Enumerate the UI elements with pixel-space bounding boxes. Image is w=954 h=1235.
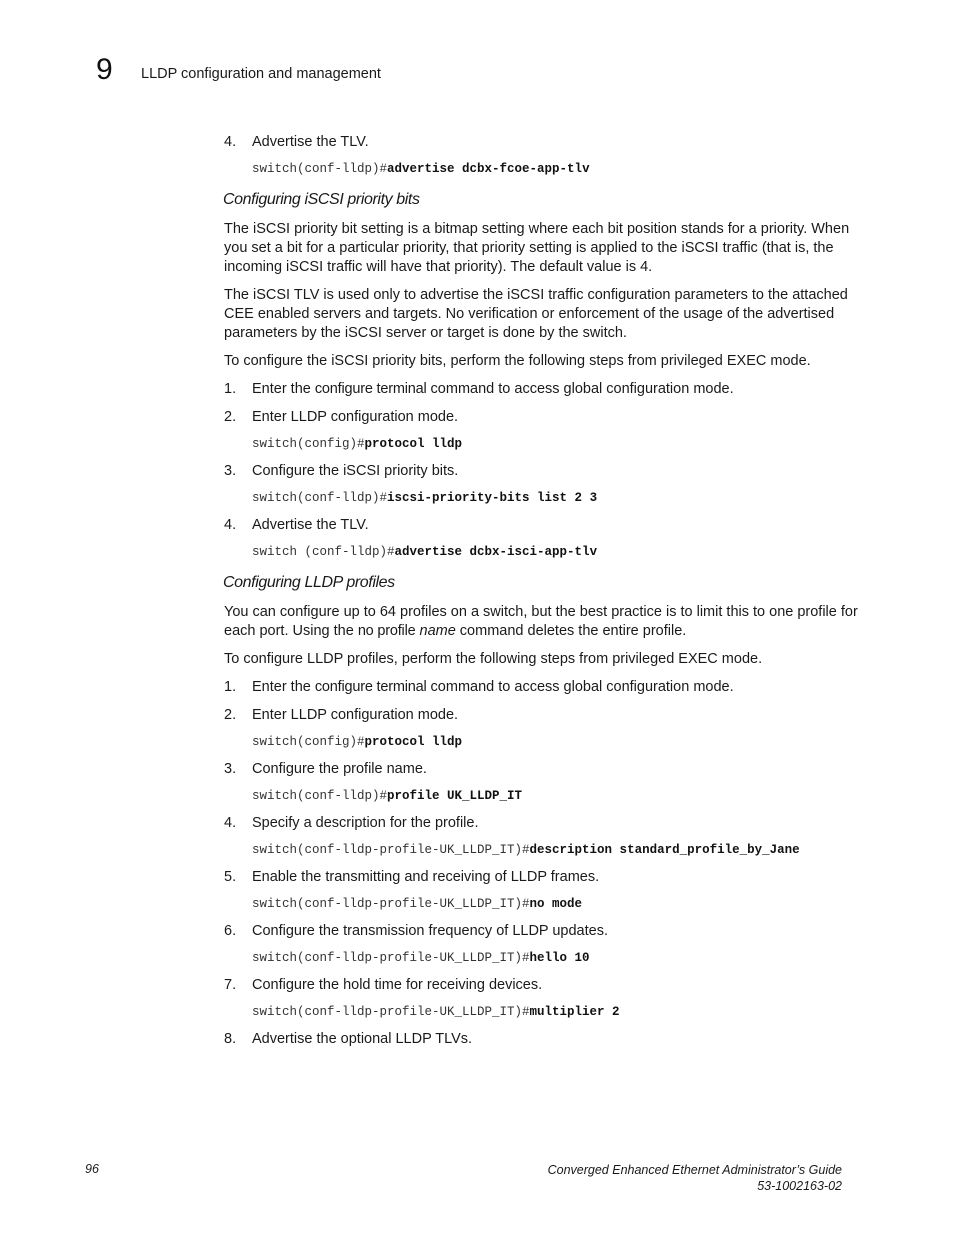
page-number: 96 (85, 1162, 99, 1176)
step-item (224, 408, 864, 427)
code-prompt: switch(conf-lldp-profile-UK_LLDP_IT)# (252, 951, 530, 965)
step-text: Advertise the optional LLDP TLVs. (252, 1031, 473, 1047)
code-example (252, 842, 864, 858)
code-command: description standard_profile_by_Jane (529, 843, 800, 857)
step-text: Enable the transmitting and receiving of LLDP frames. (252, 869, 600, 885)
code-prompt: switch(conf-lldp-profile-UK_LLDP_IT)# (252, 843, 530, 857)
step-text: Advertise the TLV. (252, 517, 369, 533)
step-item (224, 1030, 864, 1049)
code-prompt: switch(conf-lldp-profile-UK_LLDP_IT)# (252, 1005, 530, 1019)
paragraph-text: You can configure up to 64 profiles on a switch, but the best practice is to limit this to one profile for each port. Using the (224, 604, 858, 639)
section-heading-iscsi: Configuring iSCSI priority bits (223, 191, 420, 208)
step-item (224, 678, 864, 697)
step-number: 3. (224, 463, 237, 479)
step-number: 3. (224, 761, 237, 777)
code-command: multiplier 2 (529, 1005, 620, 1019)
code-example (252, 950, 864, 966)
step-text-pre: Enter the (252, 679, 315, 695)
command-name: no profile (357, 623, 416, 639)
code-prompt: switch(conf-lldp)# (252, 162, 388, 176)
chapter-title: LLDP configuration and management (141, 66, 381, 82)
paragraph: The iSCSI TLV is used only to advertise the iSCSI traffic configuration parameters to the attached CEE enabled servers and targets. No verification or enforcement of the usage of the advertised parameters by the iSCSI server or target is done by the switch. (224, 287, 848, 341)
code-prompt: switch(config)# (252, 437, 365, 451)
step-text: Configure the iSCSI priority bits. (252, 463, 459, 479)
step-number: 5. (224, 869, 237, 885)
code-command: protocol lldp (364, 437, 463, 451)
step-item (224, 922, 864, 941)
step-number: 1. (224, 679, 237, 695)
code-command: advertise dcbx-isci-app-tlv (394, 545, 598, 559)
code-example (252, 788, 864, 804)
code-prompt: switch(conf-lldp)# (252, 491, 388, 505)
step-text-post: command to access global configuration mode. (426, 679, 734, 695)
step-number: 2. (224, 409, 237, 425)
paragraph: To configure LLDP profiles, perform the following steps from privileged EXEC mode. (224, 651, 763, 667)
code-prompt: switch(conf-lldp-profile-UK_LLDP_IT)# (252, 897, 530, 911)
step-text: Specify a description for the profile. (252, 815, 479, 831)
step-text: Advertise the TLV. (252, 134, 369, 150)
code-command: iscsi-priority-bits list 2 3 (387, 491, 598, 505)
step-item (224, 516, 864, 535)
step-number: 4. (224, 517, 237, 533)
step-number: 7. (224, 977, 237, 993)
paragraph: To configure the iSCSI priority bits, perform the following steps from privileged EXEC mode. (224, 353, 811, 369)
step-text: Enter LLDP configuration mode. (252, 409, 459, 425)
step-number: 1. (224, 381, 237, 397)
step-number: 4. (224, 815, 237, 831)
code-example (252, 436, 864, 452)
step-number: 8. (224, 1031, 237, 1047)
step-text: Enter LLDP configuration mode. (252, 707, 459, 723)
code-example (252, 734, 864, 750)
step-advertise-fcoe (224, 133, 864, 152)
code-example (252, 161, 864, 177)
page-content (224, 133, 864, 1058)
footer-doc-info (548, 1162, 842, 1194)
code-command: advertise dcbx-fcoe-app-tlv (387, 162, 590, 176)
code-command: hello 10 (529, 951, 590, 965)
code-prompt: switch(config)# (252, 735, 365, 749)
code-command: profile UK_LLDP_IT (387, 789, 523, 803)
paragraph (224, 603, 864, 641)
code-example (252, 544, 864, 560)
step-number: 6. (224, 923, 237, 939)
step-text-post: command to access global configuration mode. (426, 381, 734, 397)
step-item (224, 380, 864, 399)
step-item (224, 976, 864, 995)
code-example (252, 1004, 864, 1020)
code-example (252, 490, 864, 506)
step-number: 4. (224, 134, 237, 150)
step-item (224, 462, 864, 481)
paragraph-text: command deletes the entire profile. (455, 623, 687, 639)
step-item (224, 868, 864, 887)
section-heading-profiles: Configuring LLDP profiles (223, 574, 395, 591)
step-text: Configure the profile name. (252, 761, 427, 777)
paragraph: The iSCSI priority bit setting is a bitmap setting where each bit position stands for a priority. When you set a bit for a particular priority, that priority setting is applied to the iSCSI traffic (that is, the incoming iSCSI traffic will have that priority). The default value is 4. (224, 221, 850, 275)
command-name: configure terminal (314, 679, 427, 695)
step-text: Configure the transmission frequency of LLDP updates. (252, 923, 608, 939)
step-item (224, 760, 864, 779)
code-command: no mode (529, 897, 583, 911)
step-text-pre: Enter the (252, 381, 315, 397)
step-item (224, 814, 864, 833)
document-title: Converged Enhanced Ethernet Administrator’s Guide (547, 1163, 842, 1177)
step-item (224, 706, 864, 725)
step-number: 2. (224, 707, 237, 723)
command-name: configure terminal (314, 381, 427, 397)
code-example (252, 896, 864, 912)
command-variable: name (419, 623, 456, 639)
document-number: 53-1002163-02 (757, 1179, 842, 1193)
step-text: Configure the hold time for receiving devices. (252, 977, 543, 993)
chapter-number: 9 (96, 53, 113, 86)
code-command: protocol lldp (364, 735, 463, 749)
code-prompt: switch (conf-lldp)# (252, 545, 395, 559)
code-prompt: switch(conf-lldp)# (252, 789, 388, 803)
